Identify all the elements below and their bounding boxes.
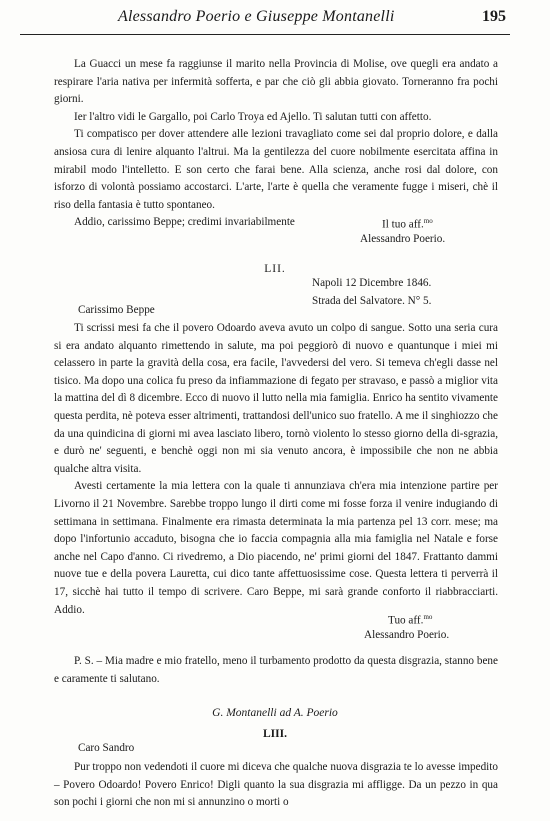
paragraph: Pur troppo non vedendoti il cuore mi diceva che qualche nuova disgrazia te lo avesse impedito – Povero Odoardo! Povero Enrico! Digli quanto la sua disgrazia mi affligge. Da un pezzo in qua son pochi i giorni che non mi si annunzino o morti o <box>54 761 498 809</box>
paragraph: Addio, carissimo Beppe; credimi invariabilmente <box>74 216 295 229</box>
paragraph: Ti scrissi mesi fa che il povero Odoardo aveva avuto un colpo di sangue. Sotto una seria cura si era andato alquanto rimettendo in salute, ma poi peggiorò di nuovo e quantunque i miei mi celassero in parte la gravità della cosa, era facile, l'avvedersi del vero. Si temeva ch'egli dasse nel tisico. Ma dopo una colica fu preso da infiammazione di fegato per stravaso, e passò a miglior vita la mattina del dì 8 dicembre. Ecco di nuovo il lutto nella mia famiglia. Enrico ha sentito vivamente questa perdita, nè poteva esser altrimenti, trattandosi dell'unico suo fratello. A me il singhiozzo che da una quindicina di giorni mi avea lasciato libero, tornò violento lo stesso giorno della di-sgrazia, e durò ne' seguenti, e benchè oggi non mi sia venuto ancora, è impossibile che non ne abbia qualche altra visita. <box>54 322 498 475</box>
letter-number-liii: LIII. <box>263 728 287 740</box>
closing-superscript: mo <box>423 613 433 621</box>
page-number: 195 <box>482 8 506 25</box>
letter-3-salutation: Caro Sandro <box>78 742 135 754</box>
paragraph: La Guacci un mese fa raggiunse il marito nella Provincia di Molise, ove quegli era andato a respirare l'aria nativa per infermità sofferta, e par che ciò gli abbia giovato. Torneranno fra pochi giorni. <box>54 58 498 106</box>
closing-text: Il tuo aff. <box>382 218 424 231</box>
letter-3-heading: G. Montanelli ad A. Poerio <box>212 707 338 719</box>
letter-2-signature: Alessandro Poerio. <box>364 629 450 641</box>
letter-2-address: Strada del Salvatore. N° 5. <box>312 295 432 307</box>
letter-1-body <box>54 56 498 232</box>
letter-number-lii: LII. <box>264 263 286 275</box>
paragraph: Ti compatisco per dover attendere alle lezioni travagliato come sei dal proprio dolore, e dalla ansiosa cura di lenire alquanto l'altrui. Ma la gentilezza del cuore nobilmente esercitata affina in mirabil modo l'intelletto. E son certo che farai bene. Alla scienza, anche rosi dal dolore, con isforzo di volontà possiamo accostarci. L'arte, l'arte è quella che veramente fugge i miseri, chè il riso della fantasia è tutto spontaneo. <box>54 128 498 211</box>
paragraph: Ier l'altro vidi le Gargallo, poi Carlo Troya ed Ajello. Ti salutan tutti con affetto. <box>74 110 432 123</box>
postscript: P. S. – Mia madre e mio fratello, meno il turbamento prodotto da questa disgrazia, stanno bene e caramente ti salutano. <box>54 655 498 685</box>
closing-text: Tuo aff. <box>388 614 424 627</box>
closing-superscript: mo <box>423 217 433 225</box>
letter-2-postscript <box>54 653 498 688</box>
letter-1-signature: Alessandro Poerio. <box>360 233 446 245</box>
running-head <box>20 6 510 35</box>
running-head-title: Alessandro Poerio e Giuseppe Montanelli <box>118 8 395 25</box>
letter-2-body <box>54 320 498 619</box>
paragraph: Avesti certamente la mia lettera con la quale ti annunziava ch'era mia intenzione partire per Livorno il 21 Novembre. Sarebbe troppo lungo il dirti come mi fosse forza il venire indugiando di settimana in settimana. Finalmente era rimasta determinata la mia partenza pel 13 corr. mese; ma dopo l'infortunio accaduto, bisogna che io faccia compagnia alla mia famiglia nel Natale e forse anche nel Capo d'anno. Ci rivedremo, a Dio piacendo, ne' primi giorni del 1847. Frattanto dammi nuove tue e della povera Lauretta, cui dico tante affettuosissime cose. Questa lettera ti perverrà il 17, sicchè hai tutto il tempo di scrivere. Caro Beppe, mi sarà grande conforto il riabbracciarti. Addio. <box>54 480 498 616</box>
letter-2-date: Napoli 12 Dicembre 1846. <box>312 277 432 289</box>
letter-2-salutation: Carissimo Beppe <box>78 304 155 316</box>
letter-3-body <box>54 759 498 812</box>
